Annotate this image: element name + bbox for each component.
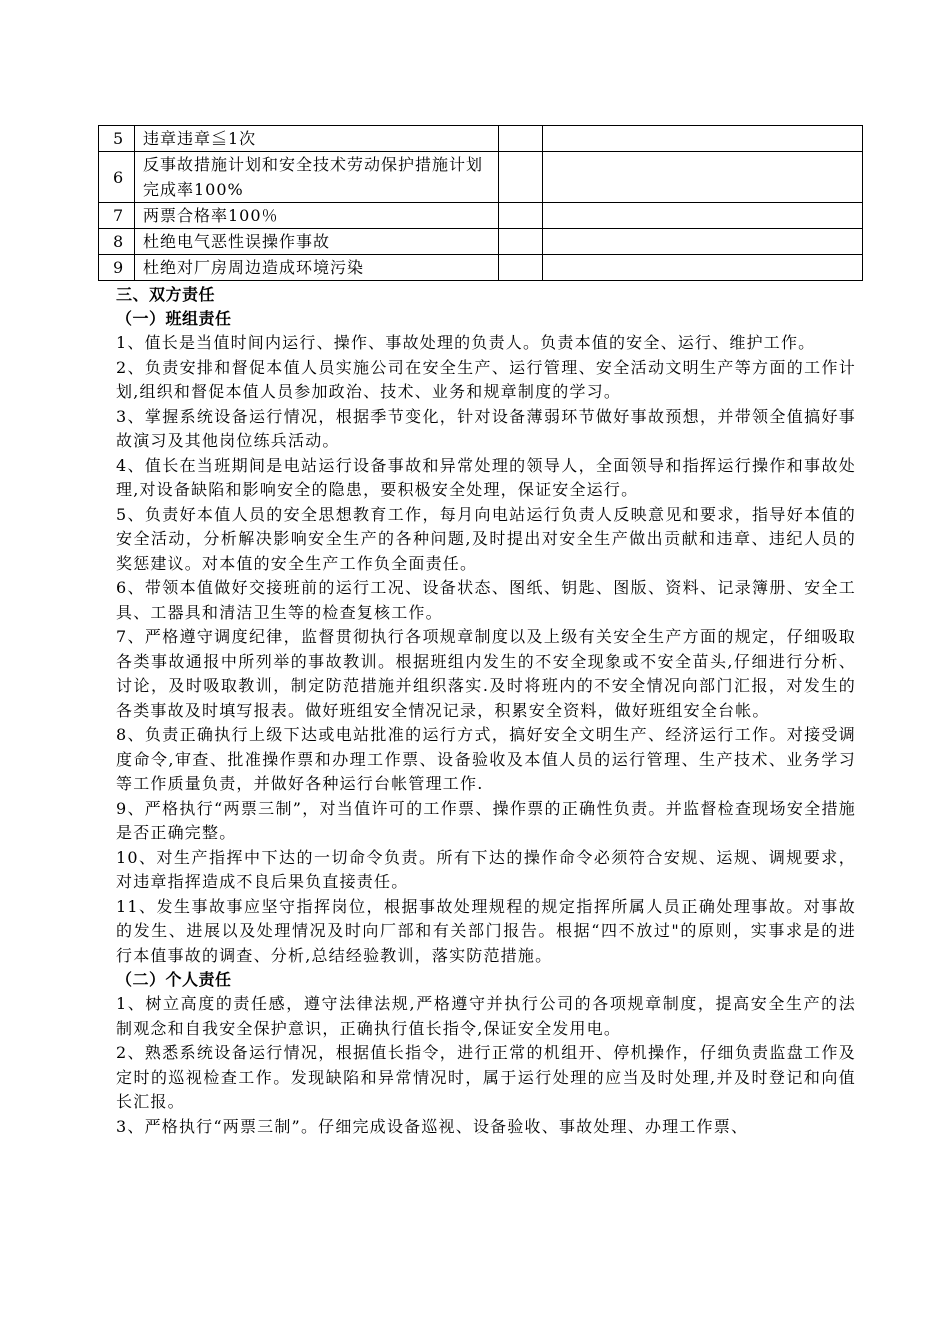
table-row: [99, 229, 863, 255]
table-row: [99, 126, 863, 152]
paragraph: 9、严格执行“两票三制”，对当值许可的工作票、操作票的正确性负责。并监督检查现场安全措施是否正确完整。: [116, 798, 856, 842]
subsection-heading-personal: （二）个人责任: [116, 970, 232, 989]
table-row: [99, 255, 863, 281]
table-row: [99, 152, 863, 203]
row-text: 杜绝电气恶性误操作事故: [135, 229, 499, 255]
paragraph: 3、掌握系统设备运行情况，根据季节变化，针对设备薄弱环节做好事故预想，并带领全值搞好事故演习及其他岗位练兵活动。: [116, 406, 856, 450]
row-text: 杜绝对厂房周边造成环境污染: [135, 255, 499, 281]
paragraph: 7、严格遵守调度纪律，监督贯彻执行各项规章制度以及上级有关安全生产方面的规定，仔细吸取各类事故通报中所列举的事故教训。根据班组内发生的不安全现象或不安全苗头,仔细进行分析、讨论，及时吸取教训，制定防范措施并组织落实.及时将班内的不安全情况向部门汇报，对发生的各类事故及时填写报表。做好班组安全情况记录，积累安全资料，做好班组安全台帐。: [116, 627, 856, 720]
row-number: 5: [99, 126, 135, 152]
paragraph: 4、值长在当班期间是电站运行设备事故和异常处理的领导人，全面领导和指挥运行操作和事故处理,对设备缺陷和影响安全的隐患，要积极安全处理，保证安全运行。: [116, 455, 856, 499]
responsibilities-section: [116, 283, 856, 1139]
row-number: 7: [99, 203, 135, 229]
paragraph: 11、发生事故事应坚守指挥岗位，根据事故处理规程的规定指挥所属人员正确处理事故。对事故的发生、进展以及处理情况及时向厂部和有关部门报告。根据“四不放过"的原则，实事求是的进行本值事故的调查、分析,总结经验教训，落实防范措施。: [116, 896, 856, 965]
empty-cell: [543, 203, 863, 229]
empty-cell: [499, 229, 543, 255]
paragraph: 3、严格执行“两票三制”。仔细完成设备巡视、设备验收、事故处理、办理工作票、: [116, 1116, 749, 1136]
empty-cell: [499, 126, 543, 152]
paragraph: 2、熟悉系统设备运行情况，根据值长指令，进行正常的机组开、停机操作，仔细负责监盘工作及定时的巡视检查工作。发现缺陷和异常情况时，属于运行处理的应当及时处理,并及时登记和向值长汇报。: [116, 1043, 856, 1111]
row-number: 8: [99, 229, 135, 255]
paragraph: 8、负责正确执行上级下达或电站批准的运行方式，搞好安全文明生产、经济运行工作。对接受调度命令,审查、批准操作票和办理工作票、设备验收及本值人员的运行管理、生产技术、业务学习等工作质量负责，并做好各种运行台帐管理工作.: [116, 725, 856, 793]
paragraph: 1、值长是当值时间内运行、操作、事故处理的负责人。负责本值的安全、运行、维护工作。: [116, 333, 816, 352]
empty-cell: [543, 255, 863, 281]
subsection-heading-team: （一）班组责任: [116, 309, 232, 328]
row-text: 反事故措施计划和安全技术劳动保护措施计划完成率100%: [135, 152, 499, 203]
paragraph: 6、带领本值做好交接班前的运行工况、设备状态、图纸、钥匙、图版、资料、记录簿册、安全工具、工器具和清洁卫生等的检查复核工作。: [116, 578, 856, 622]
paragraph: 10、对生产指挥中下达的一切命令负责。所有下达的操作命令必须符合安规、运规、调规要求，对违章指挥造成不良后果负直接责任。: [116, 847, 856, 891]
empty-cell: [543, 126, 863, 152]
empty-cell: [543, 229, 863, 255]
section-heading: 三、双方责任: [116, 285, 216, 304]
row-text: 违章违章≦1次: [135, 126, 499, 152]
targets-table: [98, 125, 863, 281]
empty-cell: [499, 152, 543, 203]
paragraph: 5、负责好本值人员的安全思想教育工作，每月向电站运行负责人反映意见和要求，指导好本值的安全活动，分析解决影响安全生产的各种问题,及时提出对安全生产做出贡献和违章、违纪人员的奖惩建议。对本值的安全生产工作负全面责任。: [116, 504, 856, 573]
paragraph: 1、树立高度的责任感，遵守法律法规,严格遵守并执行公司的各项规章制度，提高安全生产的法制观念和自我安全保护意识，正确执行值长指令,保证安全发用电。: [116, 994, 856, 1038]
table-row: [99, 203, 863, 229]
empty-cell: [499, 203, 543, 229]
row-number: 9: [99, 255, 135, 281]
empty-cell: [499, 255, 543, 281]
row-number: 6: [99, 152, 135, 203]
empty-cell: [543, 152, 863, 203]
row-text: 两票合格率100％: [135, 203, 499, 229]
paragraph: 2、负责安排和督促本值人员实施公司在安全生产、运行管理、安全活动文明生产等方面的工作计划,组织和督促本值人员参加政治、技术、业务和规章制度的学习。: [116, 357, 856, 401]
